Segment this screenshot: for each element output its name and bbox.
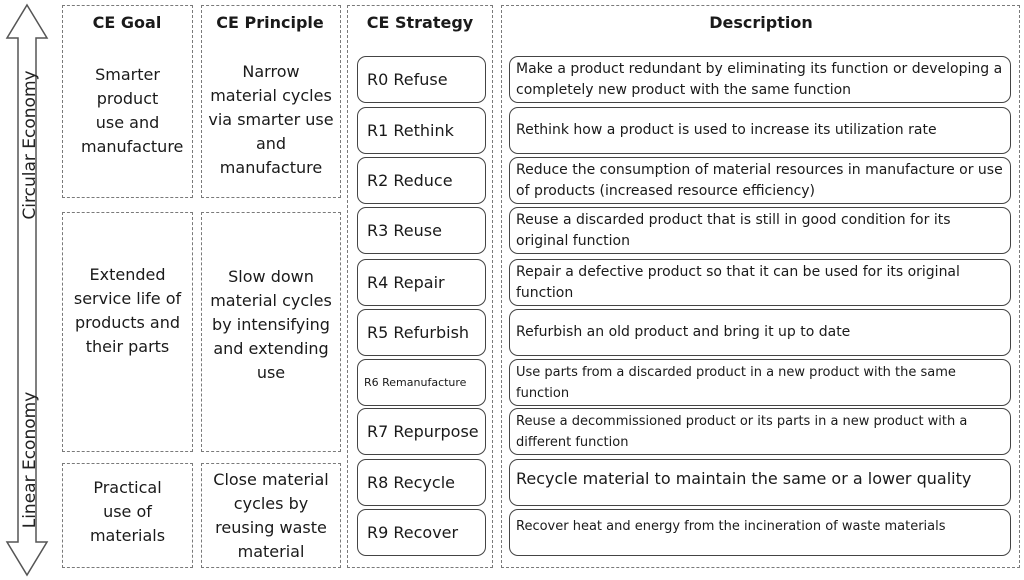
linear-economy-label: Linear Economy [20,391,40,529]
goal-text-1: Smarter product use and manufacture [81,65,184,156]
strategy-r1-rethink: R1 Rethink [357,107,486,154]
principle-text-1: Narrow material cycles via smarter use and manufacture [208,62,334,177]
strategy-r4-repair: R4 Repair [357,259,486,306]
header-ce-principle: CE Principle [216,13,324,32]
description-r6: Use parts from a discarded product in a new product with the same function [509,359,1011,406]
description-r1: Rethink how a product is used to increase its utilization rate [509,107,1011,154]
header-ce-strategy: CE Strategy [366,13,474,32]
goal-text-2: Extended service life of products and their parts [73,265,182,356]
strategy-r6-remanufacture: R6 Remanufacture [357,359,486,406]
principle-box-3 [201,463,341,568]
description-r2: Reduce the consumption of material resources in manufacture or use of products (increased resource efficiency) [509,157,1011,204]
strategy-r3-reuse: R3 Reuse [357,207,486,254]
goal-text-3: Practical use of materials [89,478,166,545]
description-r7: Reuse a decommissioned product or its parts in a new product with a different function [509,408,1011,455]
goal-box-3 [62,463,193,568]
strategy-r8-recycle: R8 Recycle [357,459,486,506]
principle-text-3: Close material cycles by reusing waste material [213,470,329,561]
header-description: Description [709,13,813,32]
principle-box-2 [201,212,341,452]
description-r9: Recover heat and energy from the incineration of waste materials [509,509,1011,556]
goal-box-1 [62,5,193,198]
strategy-r0-refuse: R0 Refuse [357,56,486,103]
principle-text-2: Slow down material cycles by intensifying and extending use [210,267,332,382]
description-r8: Recycle material to maintain the same or a lower quality [509,459,1011,506]
principle-box-1 [201,5,341,198]
strategy-r7-repurpose: R7 Repurpose [357,408,486,455]
description-r0: Make a product redundant by eliminating its function or developing a completely new product with the same function [509,56,1011,103]
strategy-r2-reduce: R2 Reduce [357,157,486,204]
description-r4: Repair a defective product so that it can be used for its original function [509,259,1011,306]
strategy-r9-recover: R9 Recover [357,509,486,556]
description-r5: Refurbish an old product and bring it up to date [509,309,1011,356]
goal-box-2 [62,212,193,452]
header-ce-goal: CE Goal [92,13,162,32]
circular-economy-label: Circular Economy [20,70,40,220]
description-r3: Reuse a discarded product that is still in good condition for its original function [509,207,1011,254]
strategy-r5-refurbish: R5 Refurbish [357,309,486,356]
